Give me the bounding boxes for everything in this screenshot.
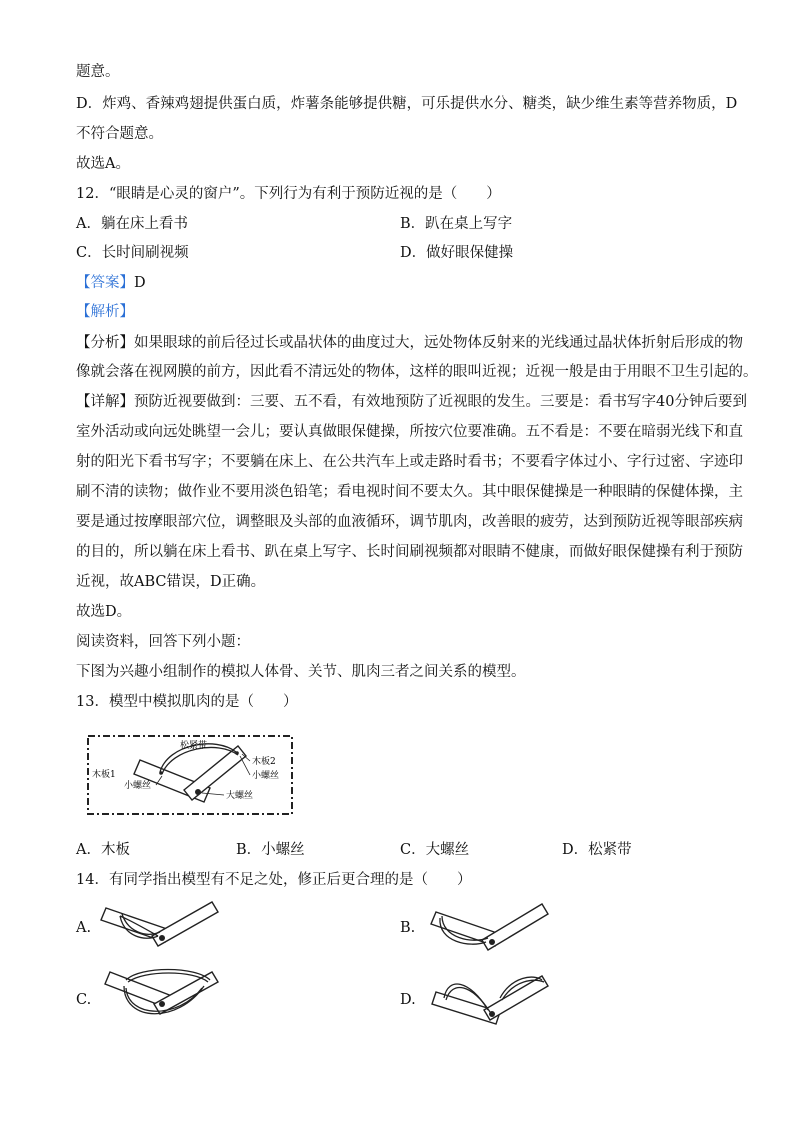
question-12-stem: 12．“眼睛是心灵的窗户”。下列行为有利于预防近视的是（ ） [76,186,501,202]
text-line: 下图为兴趣小组制作的模拟人体骨、关节、肌肉三者之间关系的模型。 [76,664,526,680]
text-line: 【详解】预防近视要做到：三要、五不看，有效地预防了近视眼的发生。三要是：看书写字40分钟后要到 [76,394,747,410]
q13-option-d: D．松紧带 [562,842,632,858]
text-line: 阅读资料，回答下列小题： [76,634,250,650]
small-screw [159,771,163,775]
text-line: D．炸鸡、香辣鸡翅提供蛋白质，炸薯条能够提供糖，可乐提供水分、糖类，缺少维生素等营养物质，D [76,96,738,112]
label-board1: 木板1 [92,770,116,780]
label-board2: 木板2 [252,757,276,767]
question-13-stem: 13．模型中模拟肌肉的是（ ） [76,694,298,710]
q14-option-b-label: B. [400,920,416,936]
joint-model-figure [80,730,300,820]
q13-option-c: C．大螺丝 [400,842,470,858]
text-line: 像就会落在视网膜的前方，因此看不清远处的物体，这样的眼叫近视；近视一般是由于用眼不卫生引起的。 [76,364,758,380]
answer-tag: 【答案】 [76,275,134,291]
answer-line [76,273,146,293]
q13-option-b: B．小螺丝 [236,842,305,858]
label-band: 松紧带 [180,741,208,751]
q13-option-a: A．木板 [76,842,130,858]
text-line: 题意。 [76,64,120,80]
label-big-screw: 大螺丝 [226,791,254,801]
text-line: 不符合题意。 [76,126,163,142]
text-line: 要是通过按摩眼部穴位，调整眼及头部的血液循环，调节肌肉，改善眼的疲劳，达到预防近视等眼部疾病 [76,514,743,530]
text-line: 故选D。 [76,604,132,620]
text-line: 故选A。 [76,156,130,172]
text-line: 近视，故ABC错误，D正确。 [76,574,266,590]
q12-option-a: A．躺在床上看书 [76,216,188,232]
q14-option-b-figure [430,898,560,956]
label-small-screw-left: 小螺丝 [124,781,152,791]
big-screw [195,789,201,795]
analysis-tag: 【解析】 [76,304,134,320]
text-line: 刷不清的读物；做作业不要用淡色铅笔；看电视时间不要太久。其中眼保健操是一种眼睛的保健体操，主 [76,484,743,500]
small-screw [235,751,239,755]
q14-option-a-label: A. [76,920,92,936]
q14-option-d-label: D. [400,992,416,1008]
q14-option-c-label: C. [76,992,92,1008]
text-line: 的目的，所以躺在床上看书、趴在桌上写字、长时间刷视频都对眼睛不健康，而做好眼保健操有利于预防 [76,544,743,560]
question-14-stem: 14．有同学指出模型有不足之处，修正后更合理的是（ ） [76,872,472,888]
label-small-screw-right: 小螺丝 [252,771,280,781]
text-line: 室外活动或向远处眺望一会儿；要认真做眼保健操，所按穴位要准确。五不看是：不要在暗弱光线下和直 [76,424,743,440]
q12-option-d: D．做好眼保健操 [400,245,514,261]
q12-option-b: B．趴在桌上写字 [400,216,513,232]
text-line: 【分析】如果眼球的前后径过长或晶状体的曲度过大，远处物体反射来的光线通过晶状体折射后形成的物 [76,335,743,351]
q14-option-a-figure [100,898,230,952]
answer-value: D [134,275,146,291]
q14-option-d-figure [430,966,560,1028]
q12-option-c: C．长时间刷视频 [76,245,189,261]
text-line: 射的阳光下看书写字；不要躺在床上、在公共汽车上或走路时看书；不要看字体过小、字行过密、字迹印 [76,454,743,470]
q14-option-c-figure [100,966,230,1028]
